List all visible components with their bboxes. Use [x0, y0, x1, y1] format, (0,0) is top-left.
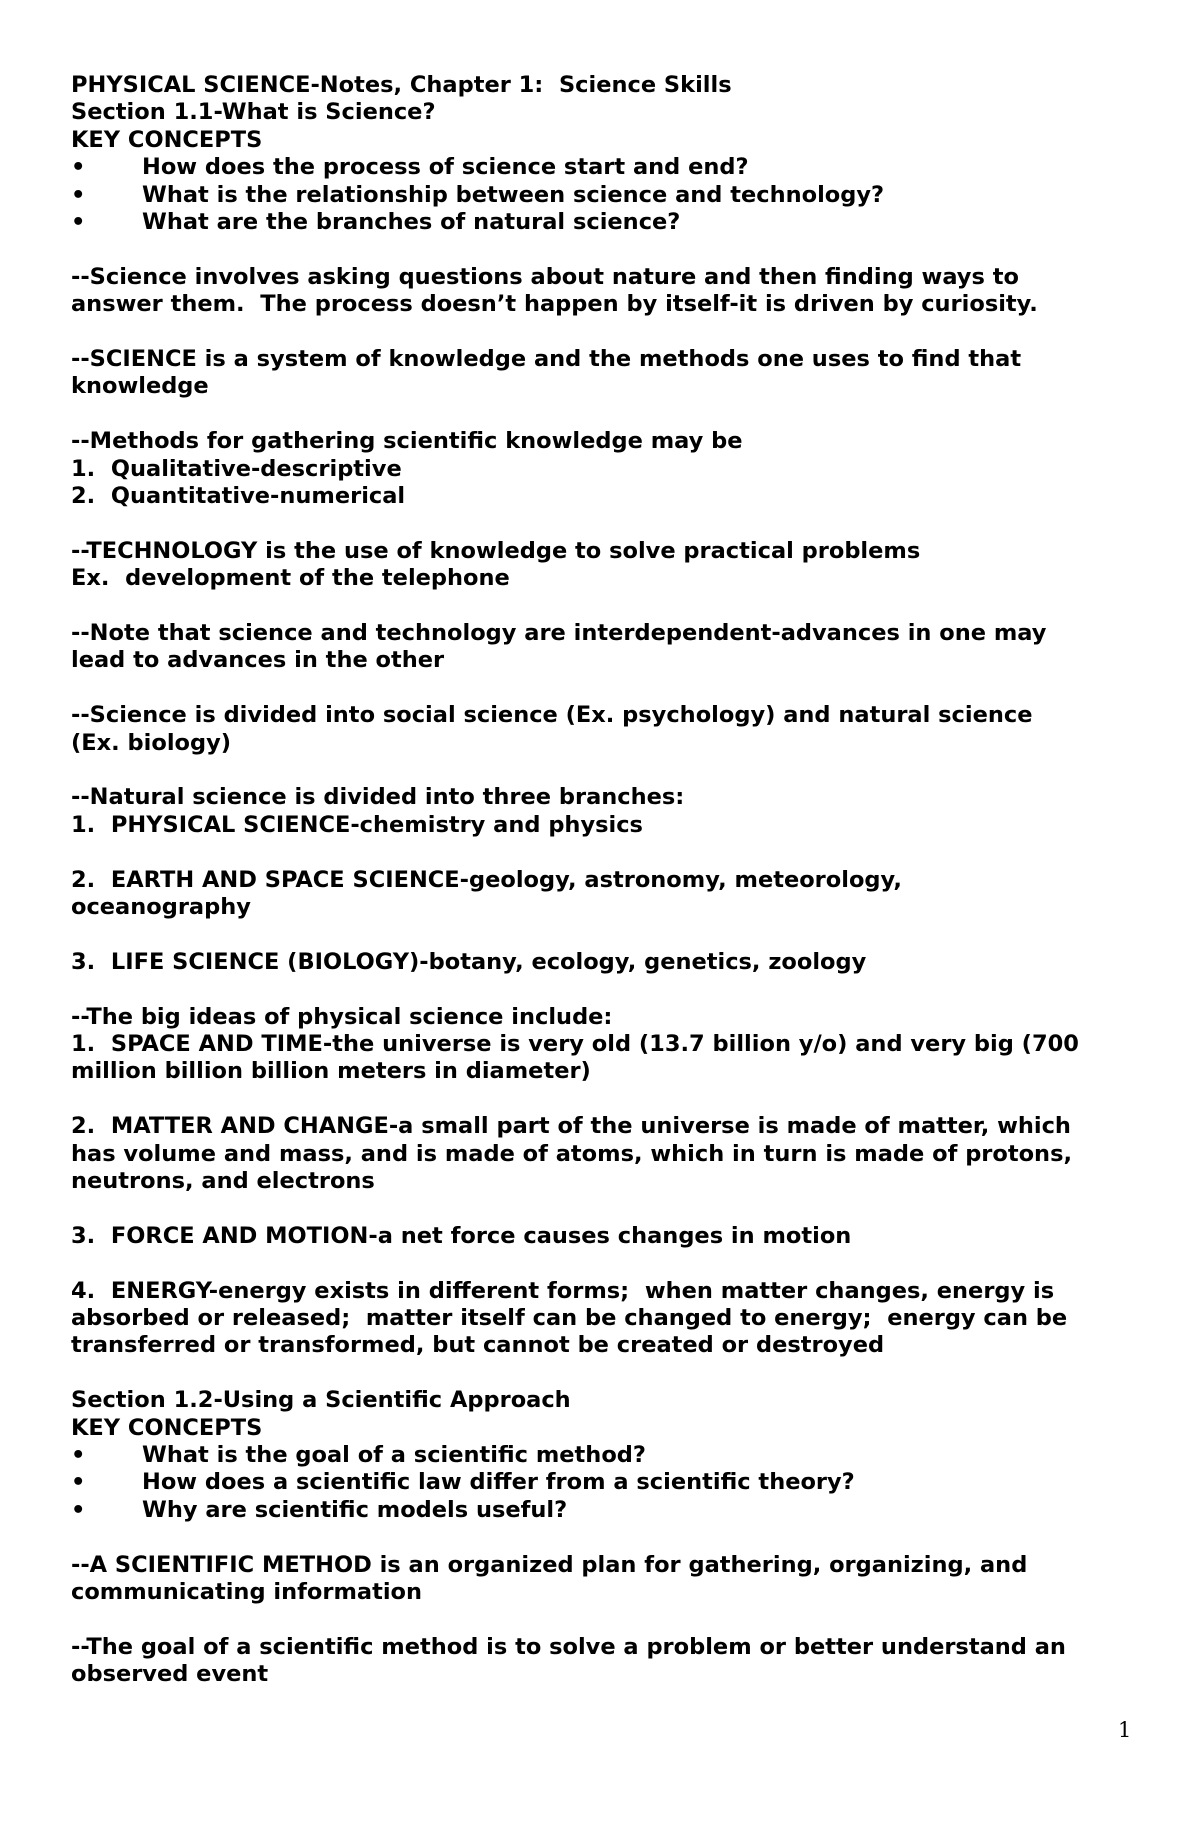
text-line: KEY CONCEPTS [71, 126, 263, 153]
blank-line [71, 510, 1151, 537]
bullet-text: Why are scientific models useful? [142, 1496, 568, 1523]
blank-line [71, 921, 1151, 948]
text-line: KEY CONCEPTS [71, 1414, 263, 1441]
bullet-icon: • [71, 1442, 86, 1469]
blank-line [71, 1360, 1151, 1387]
text-line: 3. FORCE AND MOTION-a net force causes changes in motion [71, 1222, 852, 1249]
text-line: (Ex. biology) [71, 729, 232, 756]
blank-line [71, 1086, 1151, 1113]
text-line: communicating information [71, 1579, 423, 1606]
bullet-icon: • [71, 209, 86, 235]
text-line: 1. PHYSICAL SCIENCE-chemistry and physics [71, 811, 643, 838]
blank-line [71, 1195, 1151, 1222]
key-concept-bullet [71, 209, 1151, 236]
blank-line [71, 976, 1151, 1003]
notes-body [71, 72, 1151, 1689]
bullet-text: What are the branches of natural science? [142, 209, 681, 235]
page-number: 1 [1118, 1718, 1132, 1742]
text-line: 3. LIFE SCIENCE (BIOLOGY)-botany, ecology, genetics, zoology [71, 948, 867, 975]
text-line: knowledge [71, 373, 209, 400]
text-line: 1. SPACE AND TIME-the universe is very old (13.7 billion y/o) and very big (700 [71, 1031, 1079, 1058]
blank-line [71, 839, 1151, 866]
text-line: has volume and mass, and is made of atoms, which in turn is made of protons, [71, 1140, 1073, 1167]
text-line: 2. Quantitative-numerical [71, 483, 406, 509]
blank-line [71, 401, 1151, 428]
text-line: 2. EARTH AND SPACE SCIENCE-geology, astronomy, meteorology, [71, 866, 902, 893]
blank-line [71, 757, 1151, 784]
blank-line [71, 236, 1151, 263]
blank-line [71, 1606, 1151, 1633]
text-line: transferred or transformed, but cannot be created or destroyed [71, 1332, 885, 1359]
key-concept-bullet [71, 154, 1151, 181]
text-line: 1. Qualitative-descriptive [71, 455, 402, 482]
text-line: 4. ENERGY-energy exists in different forms; when matter changes, energy is [71, 1277, 1055, 1304]
text-line: Ex. development of the telephone [71, 565, 510, 592]
text-line: neutrons, and electrons [71, 1168, 375, 1195]
bullet-text: What is the goal of a scientific method? [142, 1442, 646, 1469]
bullet-text: How does a scientific law differ from a scientific theory? [142, 1469, 855, 1496]
text-line: million billion billion meters in diameter) [71, 1058, 591, 1085]
bullet-icon: • [71, 181, 86, 208]
text-line: Section 1.1-What is Science? [71, 99, 436, 126]
text-line: 2. MATTER AND CHANGE-a small part of the universe is made of matter, which [71, 1113, 1071, 1140]
blank-line [71, 1524, 1151, 1551]
text-line: --The goal of a scientific method is to solve a problem or better understand an [71, 1633, 1066, 1660]
text-line: --Methods for gathering scientific knowledge may be [71, 428, 743, 455]
text-line: answer them. The process doesn’t happen by itself-it is driven by curiosity. [71, 291, 1038, 318]
key-concept-bullet [71, 1497, 1151, 1524]
text-line: observed event [71, 1661, 269, 1688]
bullet-text: What is the relationship between science and technology? [142, 181, 885, 208]
blank-line [71, 675, 1151, 702]
bullet-text: How does the process of science start and end? [142, 154, 749, 181]
text-line: absorbed or released; matter itself can be changed to energy; energy can be [71, 1305, 1068, 1332]
text-line: --SCIENCE is a system of knowledge and the methods one uses to find that [71, 345, 1022, 372]
text-line: --The big ideas of physical science include: [71, 1003, 613, 1030]
key-concept-bullet [71, 182, 1151, 209]
text-line: --Natural science is divided into three branches: [71, 784, 685, 811]
text-line: PHYSICAL SCIENCE-Notes, Chapter 1: Science Skills [71, 72, 732, 98]
text-line: lead to advances in the other [71, 647, 445, 674]
text-line: Section 1.2-Using a Scientific Approach [71, 1387, 571, 1414]
text-line: --Science involves asking questions about nature and then finding ways to [71, 263, 1019, 290]
text-line: --A SCIENTIFIC METHOD is an organized plan for gathering, organizing, and [71, 1551, 1028, 1578]
key-concept-bullet [71, 1442, 1151, 1469]
bullet-icon: • [71, 1496, 86, 1523]
bullet-icon: • [71, 154, 86, 181]
text-line: --Note that science and technology are interdependent-advances in one may [71, 620, 1047, 646]
text-line: --Science is divided into social science (Ex. psychology) and natural science [71, 702, 1033, 729]
blank-line [71, 1250, 1151, 1277]
blank-line [71, 319, 1151, 346]
key-concept-bullet [71, 1469, 1151, 1496]
text-line: oceanography [71, 894, 251, 921]
text-line: --TECHNOLOGY is the use of knowledge to solve practical problems [71, 537, 921, 564]
blank-line [71, 593, 1151, 620]
bullet-icon: • [71, 1469, 86, 1496]
